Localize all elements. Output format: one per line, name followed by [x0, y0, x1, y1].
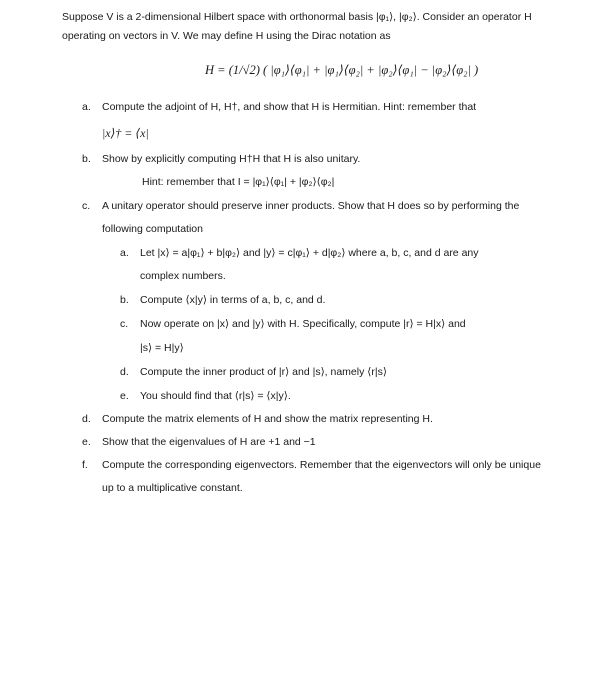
item-c-sub-c-text: Now operate on |x⟩ and |y⟩ with H. Specifically, compute |r⟩ = H|x⟩ and	[140, 318, 466, 330]
item-a-hint: |x⟩† = ⟨x|	[102, 126, 149, 140]
item-c-sub-d-label: d.	[120, 366, 129, 378]
item-c-sub-e-label: e.	[120, 390, 129, 402]
item-f-text-1: Compute the corresponding eigenvectors. Remember that the eigenvectors will only be unique	[102, 459, 541, 471]
item-c-sub-c-label: c.	[120, 318, 129, 330]
item-f-text-2: up to a multiplicative constant.	[102, 482, 243, 494]
item-b-label: b.	[82, 153, 91, 165]
item-c-sub-c-text-2: |s⟩ = H|y⟩	[140, 342, 184, 354]
item-c-text-1: A unitary operator should preserve inner products. Show that H does so by performing the	[102, 200, 520, 212]
item-c-sub-a-label: a.	[120, 247, 129, 259]
intro-line-2: operating on vectors in V. We may define H using the Dirac notation as	[62, 30, 391, 42]
item-c-label: c.	[82, 200, 91, 212]
item-a-text: Compute the adjoint of H, H†, and show that H is Hermitian. Hint: remember that	[102, 101, 477, 113]
item-c-sub-d-text: Compute the inner product of |r⟩ and |s⟩, namely ⟨r|s⟩	[140, 366, 387, 378]
item-c-sub-a-text-2: complex numbers.	[140, 270, 226, 282]
item-f-label: f.	[82, 459, 88, 471]
hamiltonian-equation: H = (1/√2) ( |φ₁⟩⟨φ₁| + |φ₁⟩⟨φ₂| + |φ₂⟩⟨φ₁| − |φ₂⟩⟨φ₂| )	[205, 63, 479, 77]
item-e-text: Show that the eigenvalues of H are +1 and −1	[102, 436, 316, 448]
intro-line-1: Suppose V is a 2-dimensional Hilbert space with orthonormal basis |φ₁⟩, |φ₂⟩. Consider an operator H	[62, 11, 532, 23]
item-b-text: Show by explicitly computing H†H that H is also unitary.	[102, 153, 361, 165]
item-a-label: a.	[82, 101, 91, 113]
item-c-text-2: following computation	[102, 223, 203, 235]
item-c-sub-b-label: b.	[120, 294, 129, 306]
item-c-sub-e-text: You should find that ⟨r|s⟩ = ⟨x|y⟩.	[140, 390, 291, 402]
item-b-hint: Hint: remember that I = |φ₁⟩⟨φ₁| + |φ₂⟩⟨φ₂|	[142, 176, 335, 188]
item-c-sub-b-text: Compute ⟨x|y⟩ in terms of a, b, c, and d.	[140, 294, 326, 306]
item-c-sub-a-text: Let |x⟩ = a|φ₁⟩ + b|φ₂⟩ and |y⟩ = c|φ₁⟩ + d|φ₂⟩ where a, b, c, and d are any	[140, 247, 479, 259]
item-e-label: e.	[82, 436, 91, 448]
item-d-text: Compute the matrix elements of H and show the matrix representing H.	[102, 413, 433, 425]
item-d-label: d.	[82, 413, 91, 425]
